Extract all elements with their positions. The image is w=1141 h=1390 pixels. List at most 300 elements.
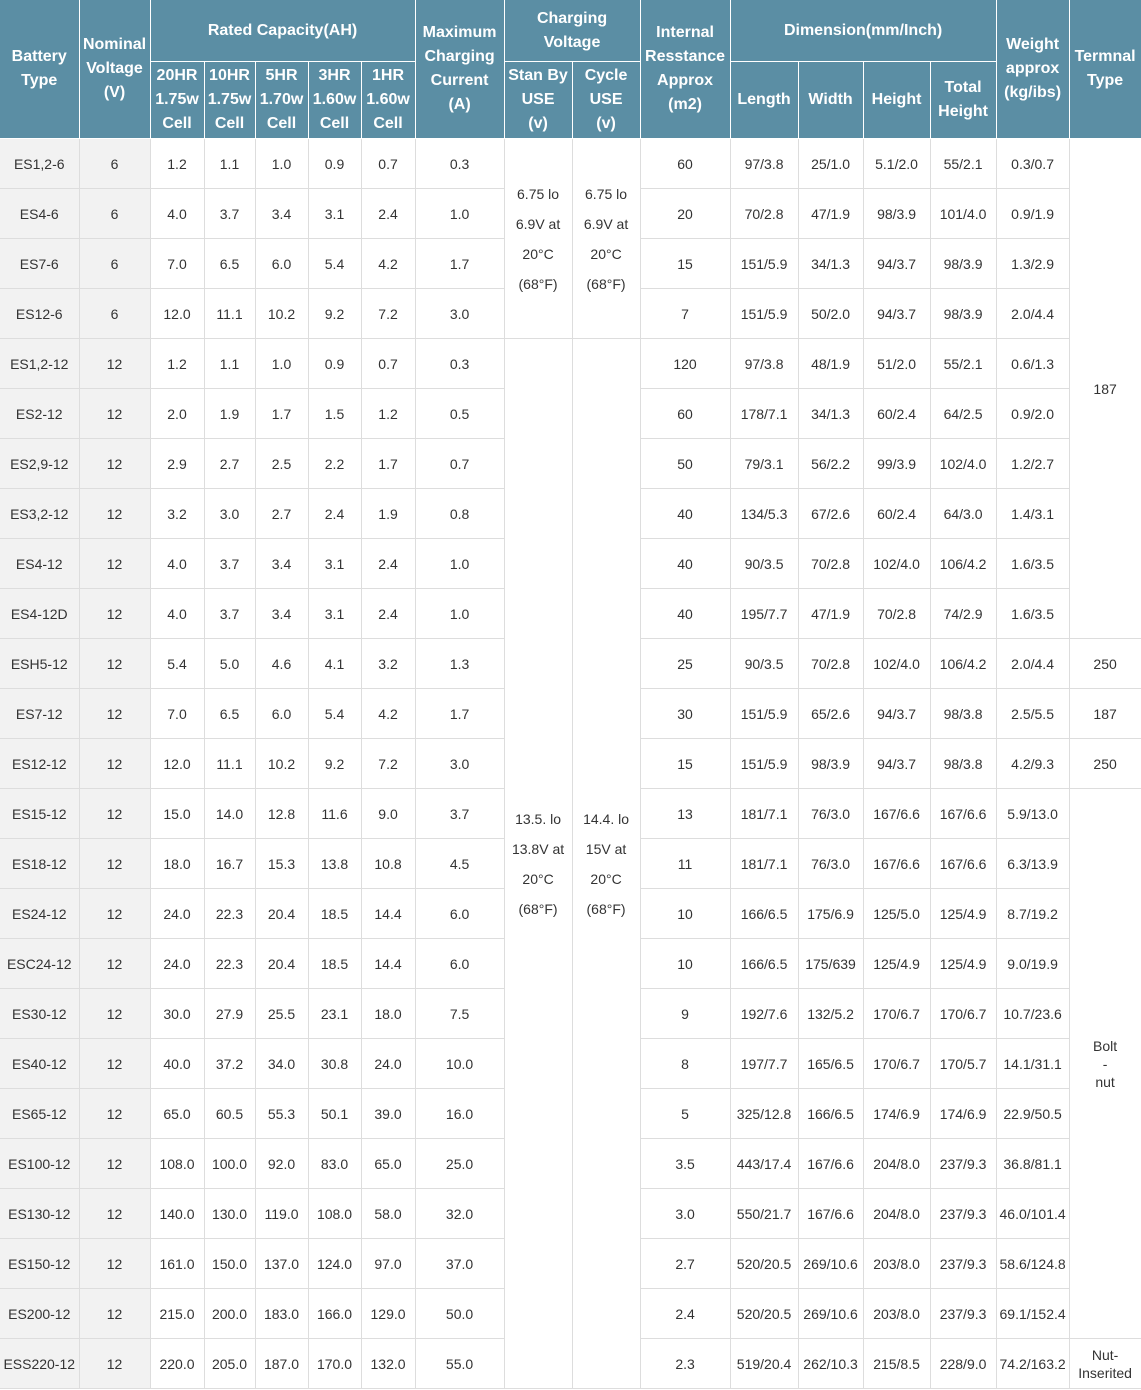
cell-cap-3hr: 13.8 — [308, 839, 361, 889]
cell-battery-type: ES100-12 — [0, 1139, 79, 1189]
cell-cap-20hr: 15.0 — [150, 789, 204, 839]
cell-height: 60/2.4 — [863, 389, 930, 439]
cell-weight: 8.7/19.2 — [996, 889, 1069, 939]
cell-internal-resistance: 7 — [640, 289, 730, 339]
cell-height: 102/4.0 — [863, 539, 930, 589]
cell-total-height: 237/9.3 — [930, 1239, 996, 1289]
cell-cap-3hr: 23.1 — [308, 989, 361, 1039]
cell-max-current: 0.7 — [415, 439, 504, 489]
cell-total-height: 102/4.0 — [930, 439, 996, 489]
cell-internal-resistance: 40 — [640, 589, 730, 639]
table-row — [0, 339, 1141, 389]
cell-length: 151/5.9 — [730, 289, 798, 339]
cell-length: 181/7.1 — [730, 789, 798, 839]
cell-cap-20hr: 24.0 — [150, 939, 204, 989]
cell-cap-5hr: 1.0 — [255, 139, 308, 189]
cell-cap-10hr: 5.0 — [204, 639, 255, 689]
cell-cap-3hr: 166.0 — [308, 1289, 361, 1339]
cell-cap-1hr: 7.2 — [361, 289, 415, 339]
cell-height: 125/5.0 — [863, 889, 930, 939]
cell-cap-1hr: 129.0 — [361, 1289, 415, 1339]
cell-length: 181/7.1 — [730, 839, 798, 889]
cell-cycle-12v: 14.4. lo 15V at 20°C (68°F) — [572, 339, 640, 1389]
cell-max-current: 3.0 — [415, 289, 504, 339]
cell-cap-20hr: 108.0 — [150, 1139, 204, 1189]
cell-cap-1hr: 1.7 — [361, 439, 415, 489]
cell-cap-5hr: 137.0 — [255, 1239, 308, 1289]
cell-battery-type: ES150-12 — [0, 1239, 79, 1289]
cell-width: 25/1.0 — [798, 139, 863, 189]
cell-cap-20hr: 4.0 — [150, 189, 204, 239]
cell-cap-10hr: 2.7 — [204, 439, 255, 489]
header-internal-resistance: Internal Resstance Approx (m2) — [640, 0, 730, 139]
cell-height: 98/3.9 — [863, 189, 930, 239]
cell-max-current: 1.3 — [415, 639, 504, 689]
header-rated-capacity: Rated Capacity(AH) — [150, 0, 415, 62]
cell-length: 90/3.5 — [730, 639, 798, 689]
cell-nominal-voltage: 12 — [79, 539, 150, 589]
cell-nominal-voltage: 12 — [79, 739, 150, 789]
cell-cap-5hr: 10.2 — [255, 289, 308, 339]
cell-height: 94/3.7 — [863, 739, 930, 789]
cell-max-current: 3.0 — [415, 739, 504, 789]
cell-length: 151/5.9 — [730, 689, 798, 739]
cell-internal-resistance: 8 — [640, 1039, 730, 1089]
cell-cap-20hr: 3.2 — [150, 489, 204, 539]
cell-cap-5hr: 183.0 — [255, 1289, 308, 1339]
cell-max-current: 37.0 — [415, 1239, 504, 1289]
cell-width: 70/2.8 — [798, 539, 863, 589]
cell-total-height: 55/2.1 — [930, 339, 996, 389]
header-weight: Weight approx (kg/ibs) — [996, 0, 1069, 139]
cell-width: 67/2.6 — [798, 489, 863, 539]
cell-length: 178/7.1 — [730, 389, 798, 439]
cell-nominal-voltage: 12 — [79, 339, 150, 389]
cell-battery-type: ES24-12 — [0, 889, 79, 939]
cell-length: 166/6.5 — [730, 939, 798, 989]
cell-cap-1hr: 1.2 — [361, 389, 415, 439]
cell-internal-resistance: 2.7 — [640, 1239, 730, 1289]
cell-cap-10hr: 27.9 — [204, 989, 255, 1039]
cell-weight: 0.9/1.9 — [996, 189, 1069, 239]
cell-battery-type: ES4-12 — [0, 539, 79, 589]
cell-cap-1hr: 24.0 — [361, 1039, 415, 1089]
cell-cap-5hr: 20.4 — [255, 939, 308, 989]
cell-max-current: 25.0 — [415, 1139, 504, 1189]
cell-length: 97/3.8 — [730, 139, 798, 189]
cell-width: 167/6.6 — [798, 1189, 863, 1239]
header-cap-1hr: 1HR 1.60w Cell — [361, 62, 415, 139]
cell-cap-10hr: 3.0 — [204, 489, 255, 539]
cell-cap-3hr: 108.0 — [308, 1189, 361, 1239]
header-total-height: Total Height — [930, 62, 996, 139]
cell-height: 5.1/2.0 — [863, 139, 930, 189]
cell-total-height: 174/6.9 — [930, 1089, 996, 1139]
cell-max-current: 0.3 — [415, 139, 504, 189]
cell-weight: 22.9/50.5 — [996, 1089, 1069, 1139]
cell-height: 60/2.4 — [863, 489, 930, 539]
cell-cap-10hr: 6.5 — [204, 689, 255, 739]
table-body — [0, 139, 1141, 1389]
cell-nominal-voltage: 12 — [79, 889, 150, 939]
cell-nominal-voltage: 12 — [79, 839, 150, 889]
cell-cap-1hr: 3.2 — [361, 639, 415, 689]
cell-height: 99/3.9 — [863, 439, 930, 489]
header-width: Width — [798, 62, 863, 139]
cell-cap-20hr: 161.0 — [150, 1239, 204, 1289]
header-cap-10hr: 10HR 1.75w Cell — [204, 62, 255, 139]
cell-cap-3hr: 2.2 — [308, 439, 361, 489]
cell-cap-5hr: 3.4 — [255, 589, 308, 639]
cell-weight: 0.6/1.3 — [996, 339, 1069, 389]
cell-cap-20hr: 12.0 — [150, 739, 204, 789]
cell-nominal-voltage: 6 — [79, 139, 150, 189]
cell-max-current: 1.7 — [415, 239, 504, 289]
cell-cap-10hr: 37.2 — [204, 1039, 255, 1089]
cell-cap-3hr: 3.1 — [308, 189, 361, 239]
cell-cap-3hr: 2.4 — [308, 489, 361, 539]
cell-terminal-250: 250 — [1069, 739, 1141, 789]
cell-height: 204/8.0 — [863, 1139, 930, 1189]
cell-height: 70/2.8 — [863, 589, 930, 639]
cell-total-height: 125/4.9 — [930, 939, 996, 989]
cell-battery-type: ES4-12D — [0, 589, 79, 639]
cell-weight: 0.9/2.0 — [996, 389, 1069, 439]
cell-nominal-voltage: 6 — [79, 289, 150, 339]
cell-cap-5hr: 25.5 — [255, 989, 308, 1039]
cell-cap-5hr: 55.3 — [255, 1089, 308, 1139]
cell-weight: 0.3/0.7 — [996, 139, 1069, 189]
cell-cap-5hr: 34.0 — [255, 1039, 308, 1089]
cell-cap-20hr: 18.0 — [150, 839, 204, 889]
cell-internal-resistance: 120 — [640, 339, 730, 389]
cell-cap-3hr: 124.0 — [308, 1239, 361, 1289]
cell-nominal-voltage: 6 — [79, 189, 150, 239]
cell-cap-20hr: 4.0 — [150, 539, 204, 589]
cell-cap-10hr: 3.7 — [204, 539, 255, 589]
cell-cap-1hr: 39.0 — [361, 1089, 415, 1139]
cell-width: 165/6.5 — [798, 1039, 863, 1089]
cell-length: 70/2.8 — [730, 189, 798, 239]
cell-internal-resistance: 60 — [640, 139, 730, 189]
cell-cap-10hr: 16.7 — [204, 839, 255, 889]
cell-weight: 6.3/13.9 — [996, 839, 1069, 889]
cell-total-height: 167/6.6 — [930, 839, 996, 889]
cell-cap-20hr: 12.0 — [150, 289, 204, 339]
cell-weight: 1.3/2.9 — [996, 239, 1069, 289]
cell-total-height: 74/2.9 — [930, 589, 996, 639]
cell-total-height: 170/5.7 — [930, 1039, 996, 1089]
cell-cap-1hr: 4.2 — [361, 689, 415, 739]
cell-cap-1hr: 7.2 — [361, 739, 415, 789]
cell-length: 550/21.7 — [730, 1189, 798, 1239]
cell-cap-1hr: 2.4 — [361, 189, 415, 239]
cell-nominal-voltage: 12 — [79, 589, 150, 639]
header-height: Height — [863, 62, 930, 139]
cell-cap-5hr: 1.7 — [255, 389, 308, 439]
cell-internal-resistance: 13 — [640, 789, 730, 839]
cell-internal-resistance: 11 — [640, 839, 730, 889]
cell-terminal-187: 187 — [1069, 139, 1141, 639]
cell-total-height: 106/4.2 — [930, 639, 996, 689]
cell-height: 170/6.7 — [863, 989, 930, 1039]
cell-cap-5hr: 92.0 — [255, 1139, 308, 1189]
cell-width: 34/1.3 — [798, 389, 863, 439]
cell-weight: 4.2/9.3 — [996, 739, 1069, 789]
cell-cap-3hr: 4.1 — [308, 639, 361, 689]
cell-cap-1hr: 9.0 — [361, 789, 415, 839]
cell-cap-3hr: 9.2 — [308, 289, 361, 339]
cell-internal-resistance: 5 — [640, 1089, 730, 1139]
cell-length: 166/6.5 — [730, 889, 798, 939]
cell-weight: 2.5/5.5 — [996, 689, 1069, 739]
cell-max-current: 1.0 — [415, 539, 504, 589]
cell-internal-resistance: 15 — [640, 239, 730, 289]
cell-total-height: 98/3.9 — [930, 239, 996, 289]
cell-battery-type: ES12-12 — [0, 739, 79, 789]
cell-total-height: 106/4.2 — [930, 539, 996, 589]
cell-max-current: 6.0 — [415, 889, 504, 939]
cell-internal-resistance: 30 — [640, 689, 730, 739]
cell-max-current: 0.3 — [415, 339, 504, 389]
cell-cap-5hr: 3.4 — [255, 189, 308, 239]
cell-weight: 46.0/101.4 — [996, 1189, 1069, 1239]
table-header — [0, 0, 1141, 139]
cell-height: 125/4.9 — [863, 939, 930, 989]
cell-cap-1hr: 14.4 — [361, 939, 415, 989]
cell-cap-3hr: 0.9 — [308, 139, 361, 189]
cell-internal-resistance: 25 — [640, 639, 730, 689]
cell-battery-type: ESS220-12 — [0, 1339, 79, 1389]
cell-cap-20hr: 215.0 — [150, 1289, 204, 1339]
cell-cap-1hr: 0.7 — [361, 339, 415, 389]
cell-cap-3hr: 5.4 — [308, 239, 361, 289]
cell-battery-type: ES15-12 — [0, 789, 79, 839]
cell-cap-20hr: 24.0 — [150, 889, 204, 939]
header-charging-voltage: Charging Voltage — [504, 0, 640, 62]
cell-battery-type: ES1,2-12 — [0, 339, 79, 389]
header-length: Length — [730, 62, 798, 139]
cell-cap-5hr: 15.3 — [255, 839, 308, 889]
cell-weight: 58.6/124.8 — [996, 1239, 1069, 1289]
cell-cap-20hr: 40.0 — [150, 1039, 204, 1089]
cell-internal-resistance: 15 — [640, 739, 730, 789]
cell-battery-type: ES40-12 — [0, 1039, 79, 1089]
header-cap-3hr: 3HR 1.60w Cell — [308, 62, 361, 139]
cell-weight: 2.0/4.4 — [996, 639, 1069, 689]
cell-internal-resistance: 10 — [640, 889, 730, 939]
cell-total-height: 55/2.1 — [930, 139, 996, 189]
cell-cap-5hr: 20.4 — [255, 889, 308, 939]
cell-cap-1hr: 97.0 — [361, 1239, 415, 1289]
cell-max-current: 1.7 — [415, 689, 504, 739]
cell-cap-10hr: 205.0 — [204, 1339, 255, 1389]
cell-internal-resistance: 2.3 — [640, 1339, 730, 1389]
cell-battery-type: ES2,9-12 — [0, 439, 79, 489]
cell-height: 215/8.5 — [863, 1339, 930, 1389]
cell-nominal-voltage: 12 — [79, 689, 150, 739]
cell-height: 204/8.0 — [863, 1189, 930, 1239]
cell-weight: 2.0/4.4 — [996, 289, 1069, 339]
header-battery-type: Battery Type — [0, 0, 79, 139]
cell-cap-5hr: 6.0 — [255, 239, 308, 289]
cell-cap-1hr: 2.4 — [361, 589, 415, 639]
cell-width: 65/2.6 — [798, 689, 863, 739]
cell-nominal-voltage: 12 — [79, 1039, 150, 1089]
header-cycle-use: Cycle USE (v) — [572, 62, 640, 139]
cell-cap-1hr: 4.2 — [361, 239, 415, 289]
cell-length: 325/12.8 — [730, 1089, 798, 1139]
cell-battery-type: ES130-12 — [0, 1189, 79, 1239]
cell-cap-20hr: 220.0 — [150, 1339, 204, 1389]
cell-length: 134/5.3 — [730, 489, 798, 539]
cell-max-current: 7.5 — [415, 989, 504, 1039]
cell-internal-resistance: 3.5 — [640, 1139, 730, 1189]
cell-weight: 74.2/163.2 — [996, 1339, 1069, 1389]
cell-cap-5hr: 2.7 — [255, 489, 308, 539]
cell-nominal-voltage: 12 — [79, 639, 150, 689]
cell-internal-resistance: 60 — [640, 389, 730, 439]
cell-cap-3hr: 0.9 — [308, 339, 361, 389]
cell-total-height: 237/9.3 — [930, 1139, 996, 1189]
cell-internal-resistance: 9 — [640, 989, 730, 1039]
cell-length: 197/7.7 — [730, 1039, 798, 1089]
cell-max-current: 0.8 — [415, 489, 504, 539]
cell-height: 174/6.9 — [863, 1089, 930, 1139]
cell-cap-1hr: 132.0 — [361, 1339, 415, 1389]
cell-cap-5hr: 6.0 — [255, 689, 308, 739]
cell-cap-3hr: 9.2 — [308, 739, 361, 789]
cell-width: 175/6.9 — [798, 889, 863, 939]
cell-cap-5hr: 4.6 — [255, 639, 308, 689]
cell-nominal-voltage: 12 — [79, 989, 150, 1039]
cell-width: 56/2.2 — [798, 439, 863, 489]
cell-cap-10hr: 22.3 — [204, 939, 255, 989]
cell-internal-resistance: 20 — [640, 189, 730, 239]
cell-cap-10hr: 1.9 — [204, 389, 255, 439]
cell-length: 151/5.9 — [730, 239, 798, 289]
cell-cap-10hr: 1.1 — [204, 139, 255, 189]
cell-max-current: 32.0 — [415, 1189, 504, 1239]
cell-width: 70/2.8 — [798, 639, 863, 689]
cell-cap-10hr: 11.1 — [204, 289, 255, 339]
cell-cap-3hr: 5.4 — [308, 689, 361, 739]
header-dimension: Dimension(mm/Inch) — [730, 0, 996, 62]
cell-cap-20hr: 2.0 — [150, 389, 204, 439]
cell-nominal-voltage: 12 — [79, 389, 150, 439]
cell-internal-resistance: 40 — [640, 539, 730, 589]
cell-max-current: 4.5 — [415, 839, 504, 889]
cell-standby-12v: 13.5. lo 13.8V at 20°C (68°F) — [504, 339, 572, 1389]
cell-nominal-voltage: 12 — [79, 1089, 150, 1139]
cell-total-height: 170/6.7 — [930, 989, 996, 1039]
cell-width: 50/2.0 — [798, 289, 863, 339]
cell-weight: 1.6/3.5 — [996, 539, 1069, 589]
cell-internal-resistance: 40 — [640, 489, 730, 539]
cell-weight: 10.7/23.6 — [996, 989, 1069, 1039]
cell-max-current: 3.7 — [415, 789, 504, 839]
cell-cap-1hr: 65.0 — [361, 1139, 415, 1189]
cell-cap-5hr: 119.0 — [255, 1189, 308, 1239]
cell-height: 167/6.6 — [863, 789, 930, 839]
cell-battery-type: ES30-12 — [0, 989, 79, 1039]
cell-cap-20hr: 5.4 — [150, 639, 204, 689]
cell-width: 269/10.6 — [798, 1289, 863, 1339]
cell-battery-type: ESC24-12 — [0, 939, 79, 989]
cell-total-height: 98/3.8 — [930, 689, 996, 739]
cell-cap-3hr: 18.5 — [308, 939, 361, 989]
cell-width: 76/3.0 — [798, 839, 863, 889]
cell-cap-20hr: 1.2 — [150, 139, 204, 189]
cell-width: 76/3.0 — [798, 789, 863, 839]
cell-cap-3hr: 3.1 — [308, 589, 361, 639]
header-cap-20hr: 20HR 1.75w Cell — [150, 62, 204, 139]
cell-cap-3hr: 50.1 — [308, 1089, 361, 1139]
cell-length: 97/3.8 — [730, 339, 798, 389]
cell-width: 166/6.5 — [798, 1089, 863, 1139]
header-nominal-voltage: Nominal Voltage (V) — [79, 0, 150, 139]
cell-terminal-187: 187 — [1069, 689, 1141, 739]
cell-total-height: 98/3.9 — [930, 289, 996, 339]
cell-cap-10hr: 200.0 — [204, 1289, 255, 1339]
cell-weight: 1.2/2.7 — [996, 439, 1069, 489]
cell-cap-10hr: 1.1 — [204, 339, 255, 389]
cell-total-height: 228/9.0 — [930, 1339, 996, 1389]
cell-cap-10hr: 22.3 — [204, 889, 255, 939]
cell-total-height: 237/9.3 — [930, 1189, 996, 1239]
cell-width: 47/1.9 — [798, 589, 863, 639]
cell-length: 90/3.5 — [730, 539, 798, 589]
cell-cap-20hr: 65.0 — [150, 1089, 204, 1139]
cell-width: 175/639 — [798, 939, 863, 989]
cell-height: 94/3.7 — [863, 289, 930, 339]
cell-cap-20hr: 7.0 — [150, 239, 204, 289]
cell-width: 48/1.9 — [798, 339, 863, 389]
cell-weight: 5.9/13.0 — [996, 789, 1069, 839]
cell-max-current: 1.0 — [415, 189, 504, 239]
cell-nominal-voltage: 12 — [79, 789, 150, 839]
header-standby-use: Stan By USE (v) — [504, 62, 572, 139]
cell-length: 195/7.7 — [730, 589, 798, 639]
cell-nominal-voltage: 12 — [79, 939, 150, 989]
cell-internal-resistance: 10 — [640, 939, 730, 989]
cell-battery-type: ES4-6 — [0, 189, 79, 239]
cell-weight: 1.4/3.1 — [996, 489, 1069, 539]
cell-total-height: 101/4.0 — [930, 189, 996, 239]
cell-internal-resistance: 50 — [640, 439, 730, 489]
cell-cap-1hr: 18.0 — [361, 989, 415, 1039]
cell-cap-20hr: 2.9 — [150, 439, 204, 489]
cell-battery-type: ES200-12 — [0, 1289, 79, 1339]
cell-cap-10hr: 14.0 — [204, 789, 255, 839]
cell-total-height: 98/3.8 — [930, 739, 996, 789]
cell-total-height: 167/6.6 — [930, 789, 996, 839]
cell-cap-10hr: 6.5 — [204, 239, 255, 289]
cell-height: 167/6.6 — [863, 839, 930, 889]
cell-battery-type: ES7-6 — [0, 239, 79, 289]
cell-standby-6v: 6.75 lo 6.9V at 20°C (68°F) — [504, 139, 572, 339]
cell-cap-5hr: 12.8 — [255, 789, 308, 839]
cell-cap-5hr: 2.5 — [255, 439, 308, 489]
cell-length: 192/7.6 — [730, 989, 798, 1039]
cell-cap-10hr: 60.5 — [204, 1089, 255, 1139]
cell-weight: 36.8/81.1 — [996, 1139, 1069, 1189]
cell-height: 170/6.7 — [863, 1039, 930, 1089]
cell-weight: 1.6/3.5 — [996, 589, 1069, 639]
cell-cap-5hr: 10.2 — [255, 739, 308, 789]
cell-width: 98/3.9 — [798, 739, 863, 789]
cell-internal-resistance: 3.0 — [640, 1189, 730, 1239]
